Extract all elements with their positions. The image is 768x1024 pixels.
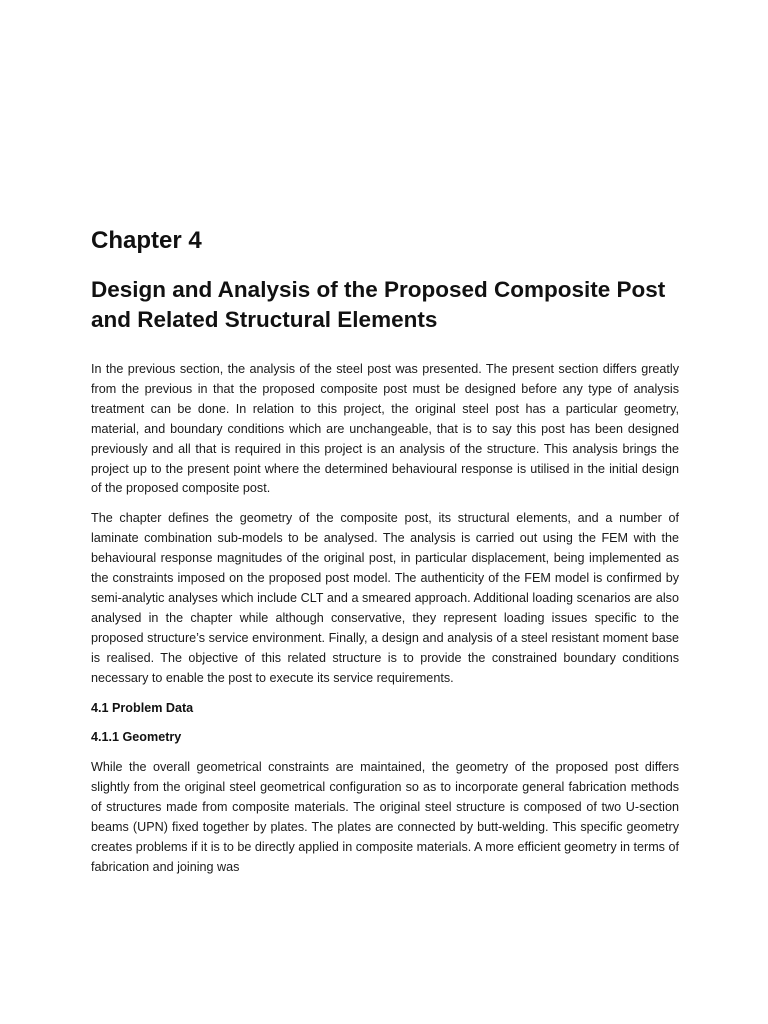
section-heading-problem-data: 4.1 Problem Data <box>91 700 194 715</box>
intro-paragraph-1: In the previous section, the analysis of the steel post was presented. The present section differs greatly from the previous in that the proposed composite post must be designed before any type of analysis treatment can be done. In relation to this project, the original steel post has a particular geometry, material, and boundary conditions which are unchangeable, that is to say this post has been designed previously and all that is required in this project is an analysis of the structure. This analysis brings the project up to the present point where the determined behavioural response is utilised in the initial design of the proposed composite post. <box>91 362 679 496</box>
intro-paragraph-2: The chapter defines the geometry of the composite post, its structural elements, and a number of laminate combination sub-models to be analysed. The analysis is carried out using the FEM with the behavioural response magnitudes of the original post, in particular displacement, being implemented as the constraints imposed on the proposed post model. The authenticity of the FEM model is confirmed by semi-analytic analyses which include CLT and a smeared approach. Additional loading scenarios are also analysed in the chapter while although conservative, they represent loading issues specific to the proposed structure’s service environment. Finally, a design and analysis of a steel resistant moment base is realised. The objective of this related structure is to provide the constrained boundary conditions necessary to enable the post to execute its service requirements. <box>91 511 679 685</box>
chapter-title-heading: Design and Analysis of the Proposed Composite Post and Related Structural Elements <box>91 277 666 332</box>
chapter-number-heading: Chapter 4 <box>91 227 202 254</box>
geometry-paragraph: While the overall geometrical constraints are maintained, the geometry of the proposed post differs slightly from the original steel geometrical configuration so as to incorporate general fabrication methods of structures made from composite materials. The original steel structure is composed of two U-section beams (UPN) fixed together by plates. The plates are connected by butt-welding. This specific geometry creates problems if it is to be directly applied in composite materials. A more efficient geometry in terms of fabrication and joining was <box>91 760 679 874</box>
subsection-heading-geometry: 4.1.1 Geometry <box>91 730 182 745</box>
body-text <box>91 360 679 888</box>
